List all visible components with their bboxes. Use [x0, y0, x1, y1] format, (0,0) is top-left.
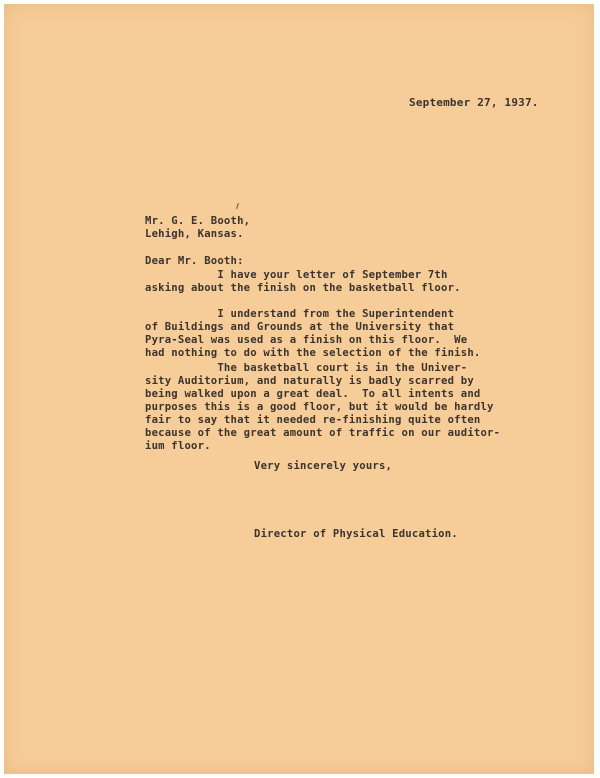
letter-page — [4, 4, 594, 774]
paragraph-line: sity Auditorium, and naturally is badly scarred by — [145, 375, 474, 387]
paragraph-1 — [145, 269, 545, 295]
paragraph-2 — [145, 308, 545, 360]
recipient-location: Lehigh, Kansas. — [145, 228, 244, 240]
paragraph-line: The basketball court is in the Univer- — [145, 362, 468, 374]
paragraph-line: asking about the finish on the basketball floor. — [145, 282, 461, 294]
paragraph-line: I have your letter of September 7th — [145, 269, 448, 281]
closing: Very sincerely yours, — [254, 460, 393, 472]
paragraph-line: fair to say that it needed re-finishing quite often — [145, 414, 481, 426]
signature-title: Director of Physical Education. — [254, 528, 458, 540]
paragraph-line: purposes this is a good floor, but it would be hardly — [145, 401, 494, 413]
paragraph-line: Pyra-Seal was used as a finish on this floor. We — [145, 334, 468, 346]
paragraph-line: had nothing to do with the selection of the finish. — [145, 347, 481, 359]
paragraph-line: I understand from the Superintendent — [145, 308, 455, 320]
recipient-name: Mr. G. E. Booth, — [145, 215, 251, 227]
paragraph-line: ium floor. — [145, 440, 211, 452]
paragraph-line: because of the great amount of traffic on our auditor- — [145, 427, 501, 439]
paragraph-line: of Buildings and Grounds at the University that — [145, 321, 455, 333]
letter-date: September 27, 1937. — [409, 96, 539, 109]
paragraph-3 — [145, 362, 545, 453]
salutation: Dear Mr. Booth: — [145, 255, 244, 267]
paragraph-line: being walked upon a great deal. To all intents and — [145, 388, 481, 400]
pen-mark — [236, 203, 239, 209]
